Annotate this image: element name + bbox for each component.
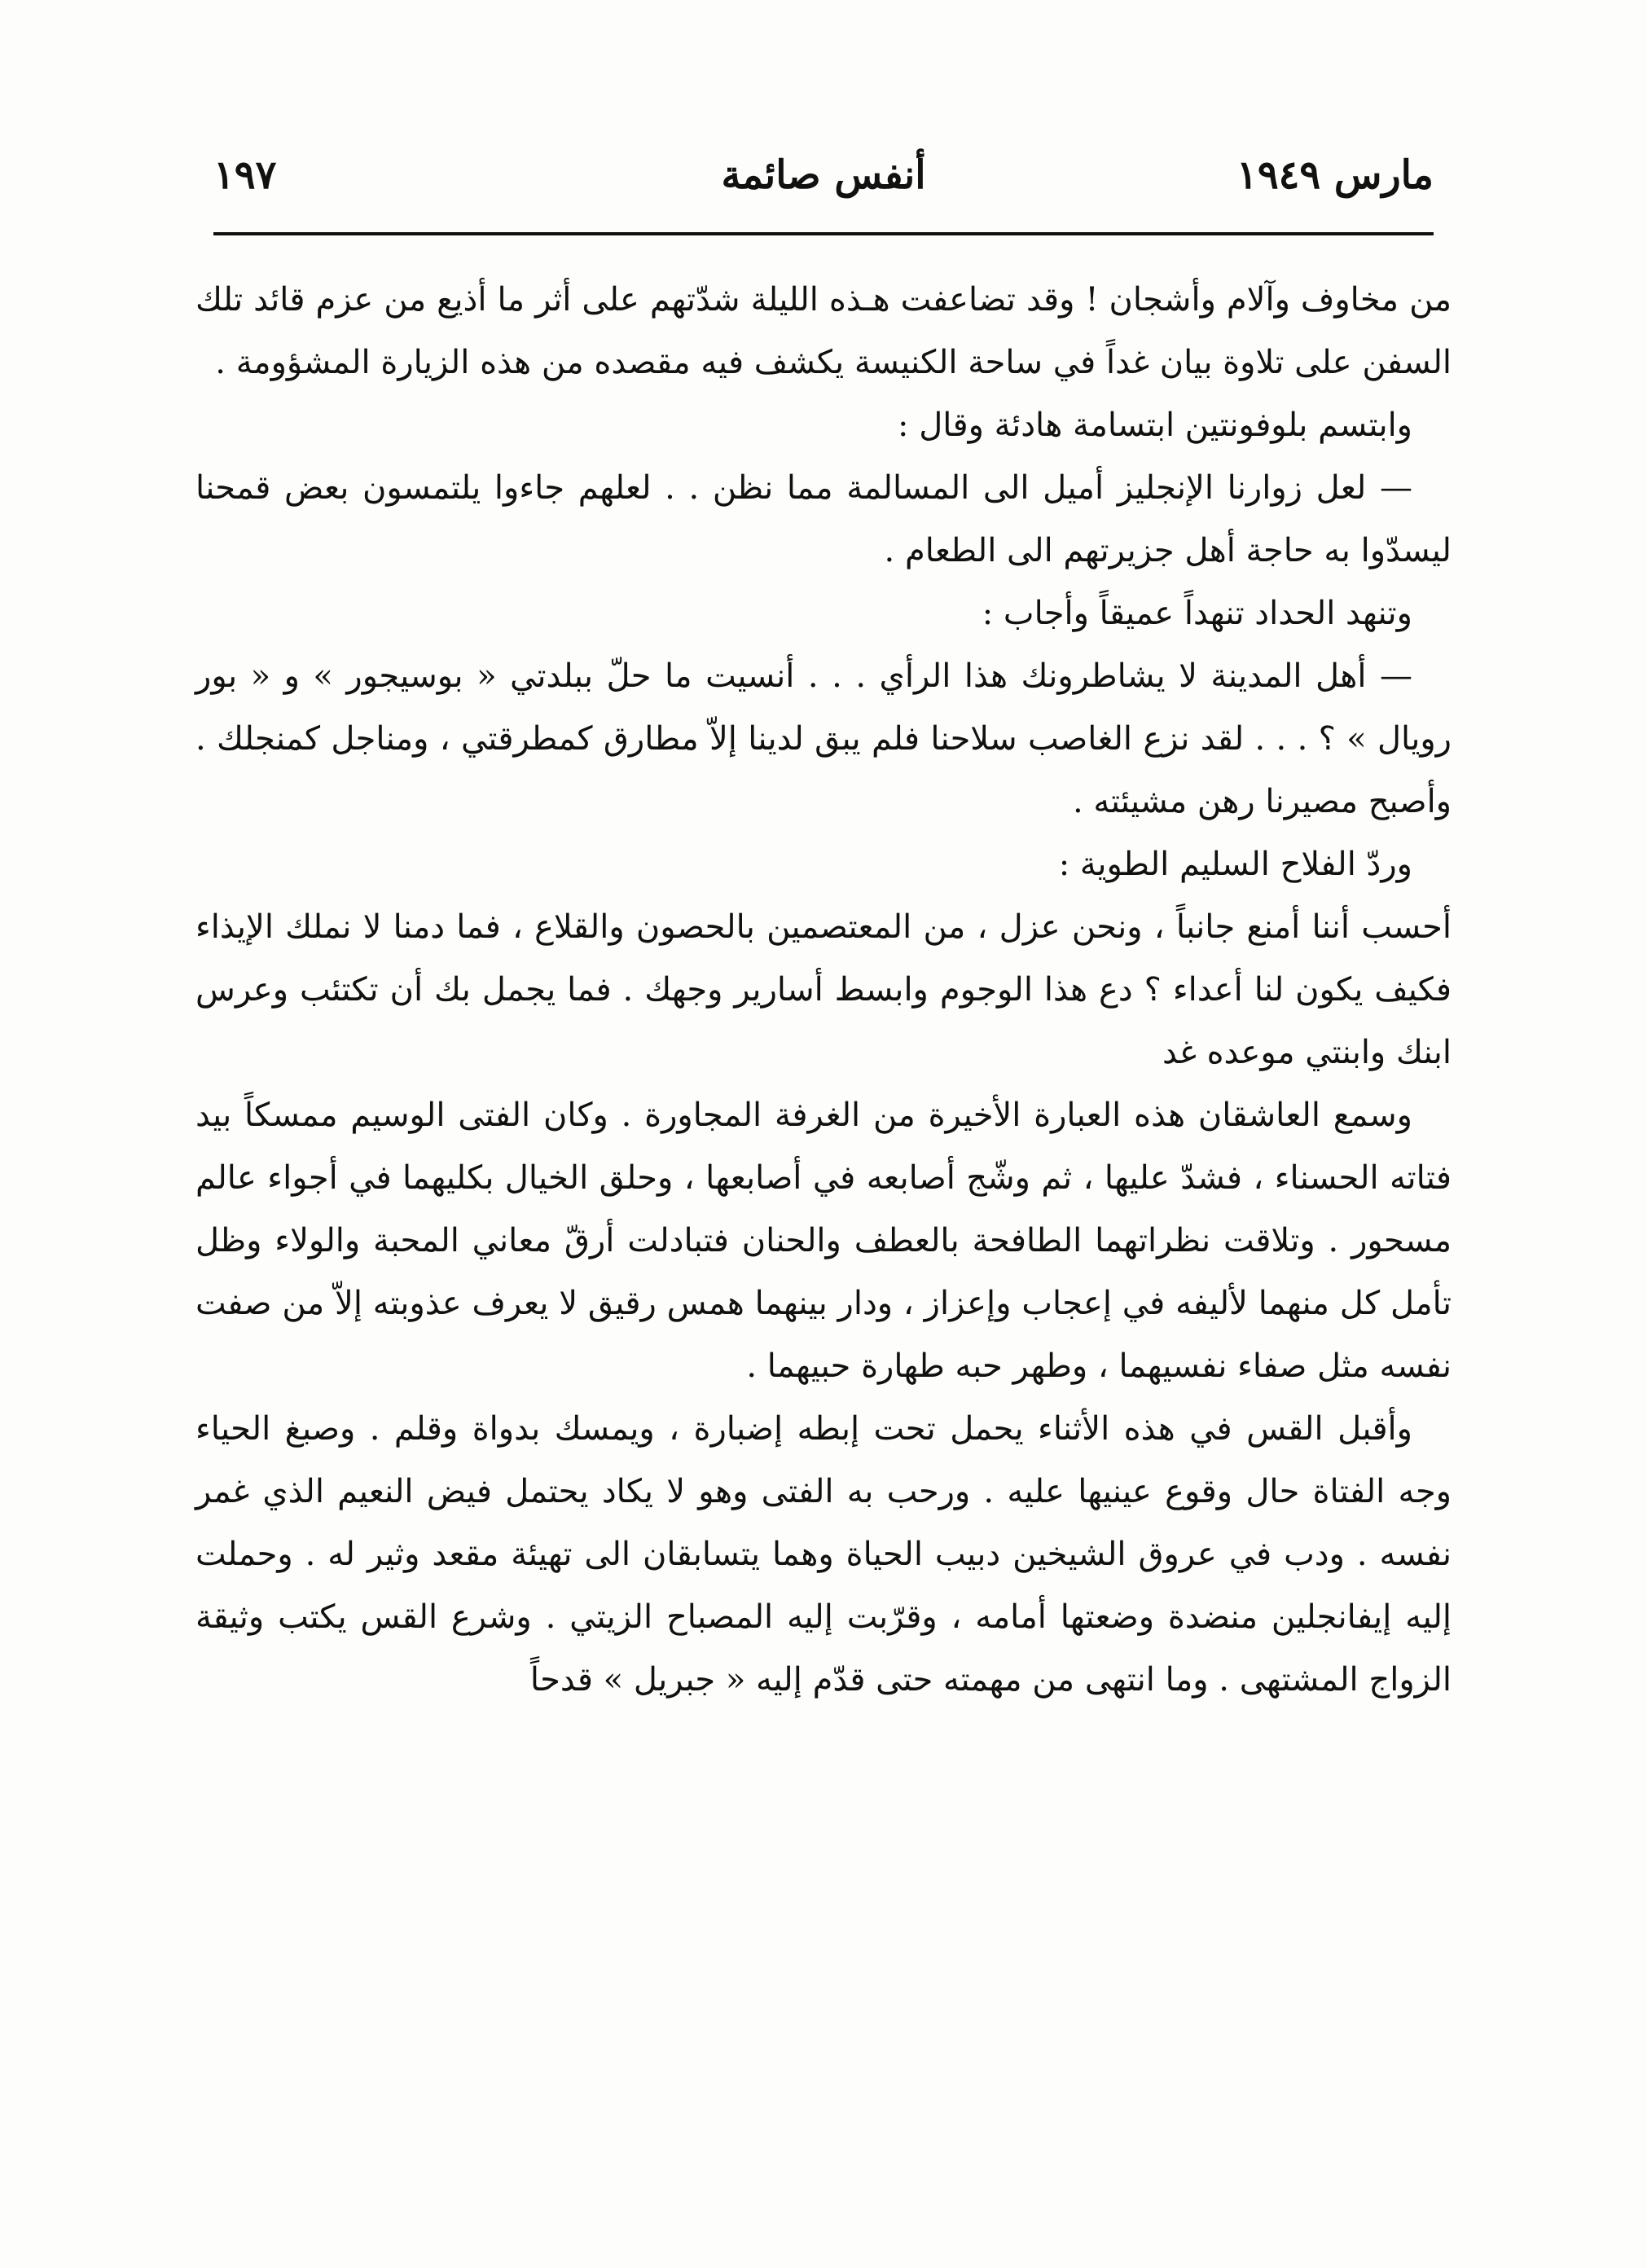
paragraph-7: أحسب أننا أمنع جانباً ، ونحن عزل ، من المعتصمين بالحصون والقلاع ، فما دمنا لا نملك الإيذاء فكيف يكون لنا أعداء ؟ دع هذا الوجوم وابسط أسارير وجهك . فما يجمل بك أن تكتئب وعرس ابنك وابنتي موعده غد xyxy=(195,908,1452,1071)
body-text xyxy=(195,269,1452,1712)
paragraph-8: وسمع العاشقان هذه العبارة الأخيرة من الغرفة المجاورة . وكان الفتى الوسيم ممسكاً بيد فتاته الحسناء ، فشدّ عليها ، ثم وشّج أصابعه في أصابعها ، وحلق الخيال بكليهما في أجواء عالم مسحور . وتلاقت نظراتهما الطافحة بالعطف والحنان فتبادلت أرقّ معاني المحبة والولاء وظل تأمل كل منهما لأليفه في إعجاب وإعزاز ، ودار بينهما همس رقيق لا يعرف عذوبته إلاّ من صفت نفسه مثل صفاء نفسيهما ، وطهر حبه طهارة حبيهما . xyxy=(195,1097,1452,1385)
paragraph-9: وأقبل القس في هذه الأثناء يحمل تحت إبطه إضبارة ، ويمسك بدواة وقلم . وصبغ الحياء وجه الفتاة حال وقوع عينيها عليه . ورحب به الفتى وهو لا يكاد يحتمل فيض النعيم الذي غمر نفسه . ودب في عروق الشيخين دبيب الحياة وهما يتسابقان الى تهيئة مقعد وثير له . وحملت إليه إيفانجلين منضدة وضعتها أمامه ، وقرّبت إليه المصباح الزيتي . وشرع القس يكتب وثيقة الزواج المشتهى . وما انتهى من مهمته حتى قدّم إليه « جبريل » قدحاً xyxy=(195,1410,1452,1699)
header-date: مارس ١٩٤٩ xyxy=(1236,152,1434,198)
paragraph-2: وابتسم بلوفونتين ابتسامة هادئة وقال : xyxy=(898,407,1412,444)
paragraph-1: من مخاوف وآلام وأشجان ! وقد تضاعفت هـذه الليلة شدّتهم على أثر ما أذيع من عزم قائد تلك السفن على تلاوة بيان غداً في ساحة الكنيسة يكشف فيه مقصده من هذه الزيارة المشؤومة . xyxy=(195,281,1452,381)
header-title: أنفس صائمة xyxy=(721,152,926,198)
paragraph-6: وردّ الفلاح السليم الطوية : xyxy=(1058,846,1412,883)
page-number: ١٩٧ xyxy=(213,152,277,198)
running-header xyxy=(213,143,1434,208)
paragraph-3: — لعل زوارنا الإنجليز أميل الى المسالمة مما نظن . . لعلهم جاءوا يلتمسون بعض قمحنا ليسدّوا به حاجة أهل جزيرتهم الى الطعام . xyxy=(195,469,1452,569)
paragraph-4: وتنهد الحداد تنهداً عميقاً وأجاب : xyxy=(982,595,1412,632)
header-rule xyxy=(213,232,1434,235)
paragraph-5: — أهل المدينة لا يشاطرونك هذا الرأي . . . أنسيت ما حلّ ببلدتي « بوسيجور » و « بور رويال » ؟ . . . لقد نزع الغاصب سلاحنا فلم يبق لدينا إلاّ مطارق كمطرقتي ، ومناجل كمنجلك . وأصبح مصيرنا رهن مشيئته . xyxy=(195,657,1452,820)
